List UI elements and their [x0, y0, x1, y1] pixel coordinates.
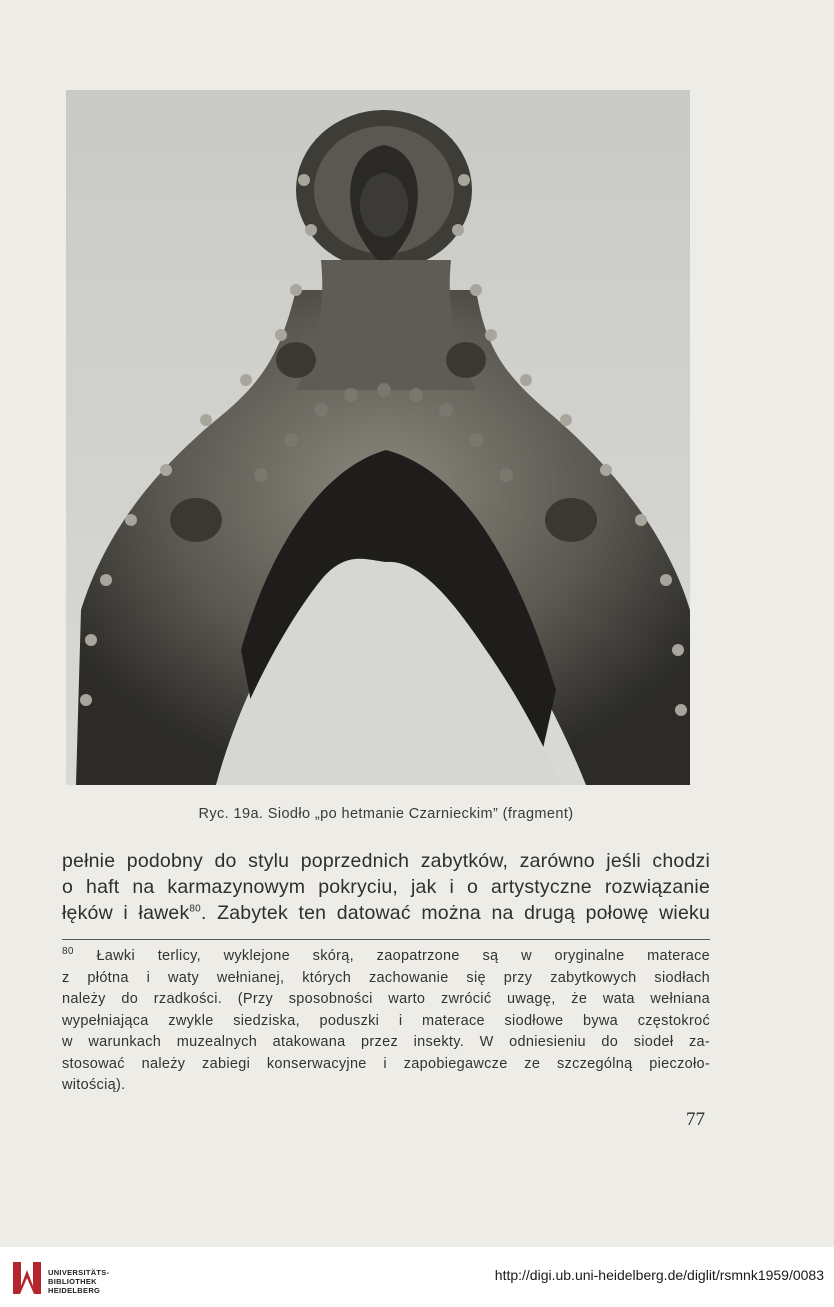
body-line: o haft na karmazynowym pokryciu, jak i o artystyczne rozwiązanie [62, 876, 710, 898]
permalink-url[interactable]: http://digi.ub.uni-heidelberg.de/diglit/rsmnk1959/0083 [494, 1267, 824, 1283]
university-library-logo[interactable] [10, 1256, 130, 1298]
footnote-divider [62, 939, 710, 940]
footnote [62, 946, 710, 1097]
footnote-reference[interactable]: 80 [189, 903, 201, 915]
library-name-line: UNIVERSITÄTS- [48, 1268, 110, 1277]
footnote-line: z płótna i waty wełnianej, których zachowanie się przy zabytkowych siodłach [62, 969, 710, 986]
body-paragraph [62, 848, 710, 926]
footnote-line: w warunkach muzealnych atakowana przez insekty. W odniesieniu do siodeł za- [62, 1034, 710, 1050]
footnote-line: stosować należy zabiegi konserwacyjne i zapobiegawcze ze szczególną pieczoło- [62, 1055, 710, 1072]
footnote-line: witością). [62, 1077, 126, 1093]
saddle-fragment-photo [66, 90, 690, 785]
body-line-part: łęków i ławek [62, 902, 190, 924]
page-number: 77 [686, 1109, 705, 1130]
body-line: pełnie podobny do stylu poprzednich zabytków, zarówno jeśli chodzi [62, 850, 710, 872]
footnote-line [62, 946, 710, 968]
library-name-line: HEIDELBERG [48, 1286, 101, 1295]
body-line [62, 900, 710, 926]
library-name [48, 1268, 109, 1295]
library-emblem-icon [10, 1256, 44, 1298]
digitization-footer [0, 1247, 834, 1307]
figure-caption: Ryc. 19a. Siodło „po hetmanie Czarnieckim” (fragment) [198, 806, 574, 822]
saddle-illustration [66, 90, 690, 785]
library-name-line: BIBLIOTHEK [48, 1277, 97, 1286]
footnote-line: wypełniająca zwykle siedziska, poduszki i materace siodłowe bywa częstokroć [62, 1012, 710, 1029]
footnote-number: 80 [62, 946, 74, 958]
footnote-line: należy do rzadkości. (Przy sposobności warto zwrócić uwagę, że wata wełniana [62, 991, 710, 1007]
body-line-part: . Zabytek ten datować można na drugą połowę wieku [200, 902, 711, 924]
footnote-line-text: Ławki terlicy, wyklejone skórą, zaopatrzone są w oryginalne materace [96, 948, 710, 964]
